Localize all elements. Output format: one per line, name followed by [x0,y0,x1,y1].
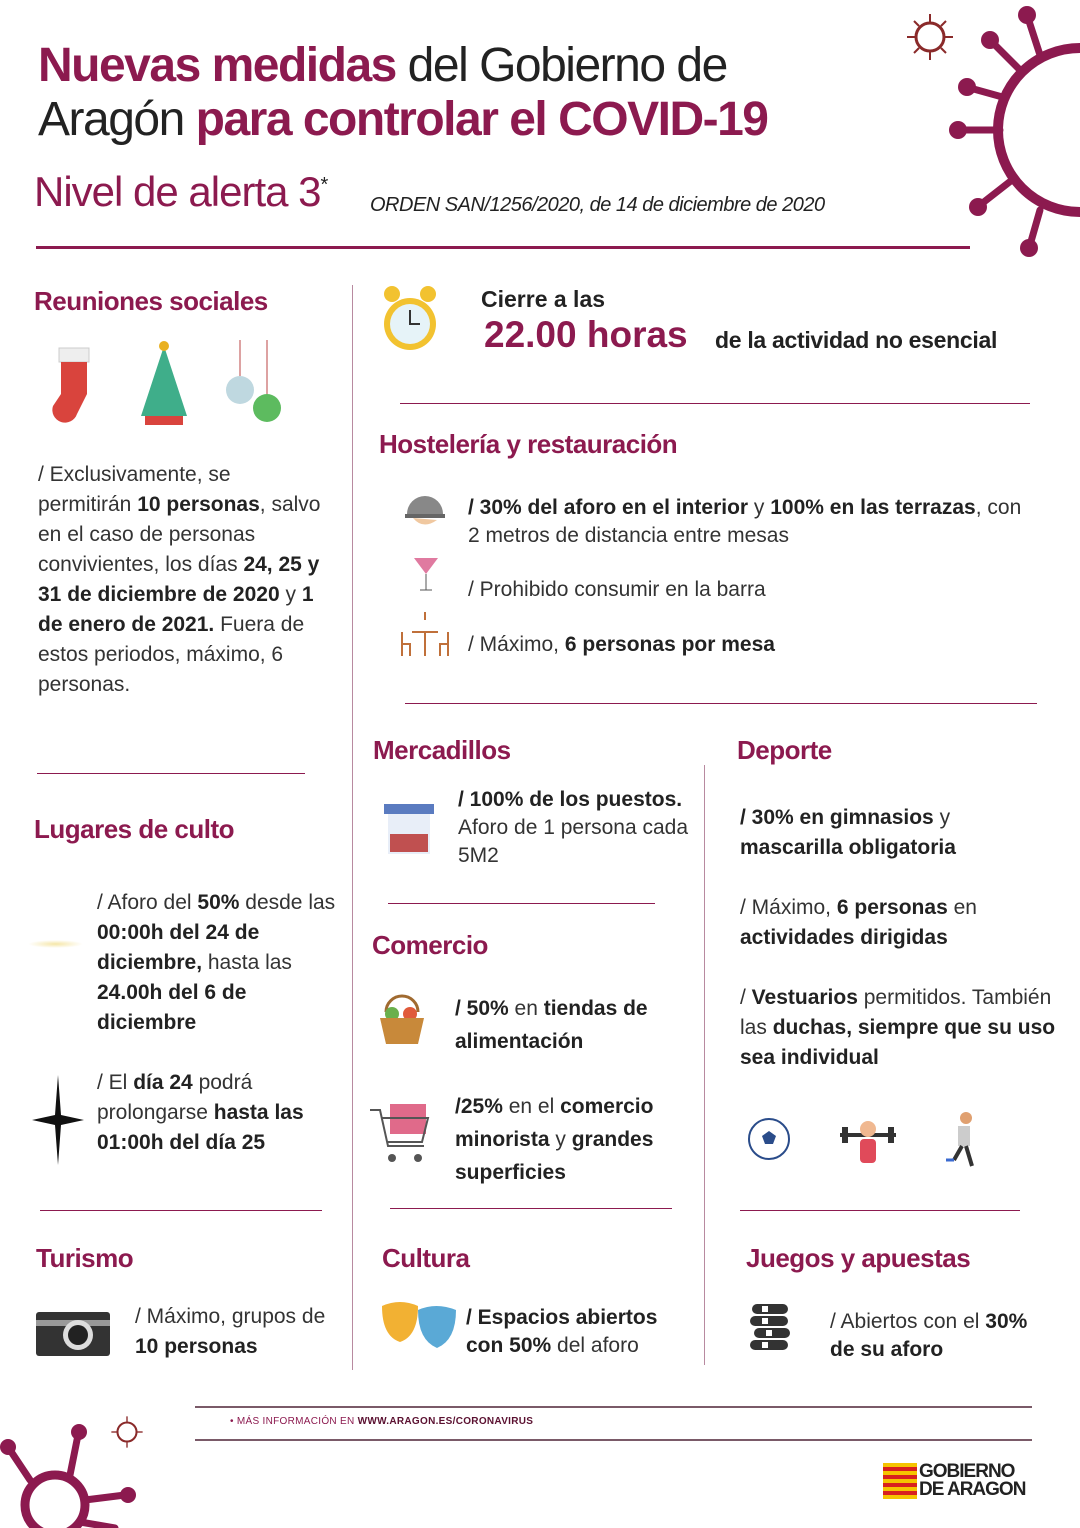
bold-text: 00:00h del 24 de diciembre, [97,921,260,974]
title-line-1 [38,38,727,94]
juegos-title: Juegos y apuestas [746,1243,971,1273]
text: del Gobierno de [395,39,727,92]
comercio-title: Comercio [372,930,488,960]
bold-text: Nuevas medidas [38,39,396,92]
divider [390,1208,672,1209]
text: / Máximo, [468,633,565,656]
title-line-2 [38,92,767,148]
order-reference: ORDEN SAN/1256/2020, de 14 de diciembre de 2020 [370,194,825,216]
hosteleria-item-1 [468,494,1038,550]
deporte-item-2 [740,893,1040,953]
text: , con 2 metros de distancia entre mesas [468,496,1022,547]
alert-level [34,168,327,216]
christmas-ornaments-icon [225,340,285,426]
bold-text: 6 personas [836,896,948,919]
culto-text-1 [97,888,347,1038]
weightlifter-icon [838,1115,898,1167]
footer-divider-bottom [195,1439,1032,1441]
text: / Exclusivamente, se permitirán [38,463,231,516]
hosteleria-title: Hostelería y restauración [379,429,678,459]
bold-text: 1 de enero de 2021. [38,583,314,636]
text: y [748,496,771,519]
culto-text-2 [97,1068,342,1158]
star-icon [32,1075,84,1165]
text: podrá prolongarse [97,1071,253,1124]
deporte-title: Deporte [737,735,832,765]
bold-text: / 30% en gimnasios [740,806,934,829]
small-virus-icon-bottom [110,1415,144,1449]
cultura-text [466,1304,696,1360]
mercadillos-title: Mercadillos [373,735,511,765]
hosteleria-item-3 [468,630,775,660]
bold-text: Vestuarios [751,986,858,1009]
serving-tray-icon [403,490,447,530]
hosteleria-item-2 [468,575,766,605]
deporte-item-1 [740,803,1040,863]
column-divider-right [704,765,705,1365]
text: / Máximo, grupos de [135,1305,326,1328]
bold-text: 100% en las terrazas [770,496,976,519]
text: Aragón [38,93,196,146]
sparkle-icon [28,940,83,948]
text: , salvo en el caso de personas convivientes, los días [38,493,321,576]
theater-masks-icon [380,1300,458,1352]
small-virus-icon [905,12,955,62]
shopping-cart-icon [368,1100,432,1166]
bold-text: duchas, siempre que su uso sea individual [740,1016,1056,1069]
divider [740,1210,1020,1211]
bold-text: / 50% [455,997,509,1020]
asterisk: * [320,174,328,196]
bold-text: actividades dirigidas [740,926,948,949]
poker-chips-icon [748,1302,792,1358]
divider [388,903,655,904]
christmas-tree-icon [135,338,193,428]
aragon-flag-icon [883,1463,917,1499]
soccer-ball-icon [747,1117,791,1161]
alarm-clock-icon [380,284,440,356]
text: y [279,583,302,606]
closing-post: de la actividad no esencial [715,327,998,353]
divider [400,403,1030,404]
deporte-item-3 [740,983,1060,1073]
text: / Prohibido consumir en la barra [468,578,766,601]
logo-text-1: GOBIERNO [919,1461,1015,1482]
turismo-text [135,1302,335,1362]
comercio-item-1 [455,992,695,1058]
christmas-stocking-icon [45,342,97,426]
alert-level-text: Nivel de alerta 3 [34,168,321,215]
bold-text: 30% de su aforo [830,1310,1028,1361]
bold-text: grandes superficies [455,1128,654,1184]
market-stall-icon [384,804,434,856]
closing-pre: Cierre a las [481,286,606,312]
bold-text: 24.00h del 6 de diciembre [97,981,247,1034]
cultura-title: Cultura [382,1243,470,1273]
bold-text: día 24 [133,1071,193,1094]
text: / Máximo, [740,896,837,919]
text: / Aforo del [97,891,198,914]
text: y [549,1128,572,1151]
mercadillos-text [458,786,688,870]
header-divider [36,246,970,249]
grocery-basket-icon [376,992,428,1046]
comercio-item-2 [455,1090,700,1189]
bold-text: / 100% de los puestos. [458,788,683,811]
bold-text: tiendas de alimentación [455,997,648,1053]
camera-icon [36,1308,110,1356]
footer-info: • MÁS INFORMACIÓN EN WWW.ARAGON.ES/CORONAVIRUS [230,1416,534,1427]
text: y [933,806,951,829]
bold-text: /25% [455,1095,503,1118]
reuniones-text [38,460,323,700]
text: permitidos. También las [740,986,1052,1039]
table-chairs-icon [400,612,450,658]
virus-icon [940,0,1080,260]
text: desde las [239,891,336,914]
bold-text: / Espacios abiertos con 50% [466,1306,658,1357]
text: / El [97,1071,134,1094]
text: / Abiertos con el [830,1310,986,1333]
bold-text: 6 personas por mesa [564,633,775,656]
text: en [947,896,977,919]
gobierno-aragon-logo [883,1462,1025,1500]
bold-text: 24, 25 y 31 de diciembre de 2020 [38,553,320,606]
text: Fuera de estos periodos, máximo, 6 personas. [38,613,305,696]
text: hasta las [202,951,292,974]
text: del aforo [551,1334,639,1357]
juegos-text [830,1308,1030,1364]
footer-info-text: MÁS INFORMACIÓN EN [236,1416,358,1427]
bold-text: 10 personas [135,1335,258,1358]
footer-url-link[interactable]: WWW.ARAGON.ES/CORONAVIRUS [357,1416,534,1427]
logo-text-2: DE ARAGON [919,1479,1026,1500]
closing-time: 22.00 horas [484,314,688,355]
runner-icon [940,1110,980,1170]
bold-text: hasta las 01:00h del día 25 [97,1101,304,1154]
footer-divider-top [195,1406,1032,1408]
bold-text: / 30% del aforo en el interior [468,496,749,519]
culto-title: Lugares de culto [34,814,235,844]
bold-text: comercio minorista [455,1095,654,1151]
bold-text: para controlar el COVID-19 [195,93,768,146]
cocktail-icon [412,552,440,594]
text: / [740,986,752,1009]
text: en [508,997,544,1020]
reuniones-title: Reuniones sociales [34,286,268,316]
text: en el [502,1095,561,1118]
divider [405,703,1037,704]
divider [37,773,305,774]
turismo-title: Turismo [36,1243,134,1273]
bold-text: 10 personas [137,493,260,516]
column-divider-left [352,285,353,1370]
divider [40,1210,322,1211]
bold-text: 50% [197,891,240,914]
text: Aforo de 1 persona cada 5M2 [458,816,688,867]
bold-text: mascarilla obligatoria [740,836,956,859]
